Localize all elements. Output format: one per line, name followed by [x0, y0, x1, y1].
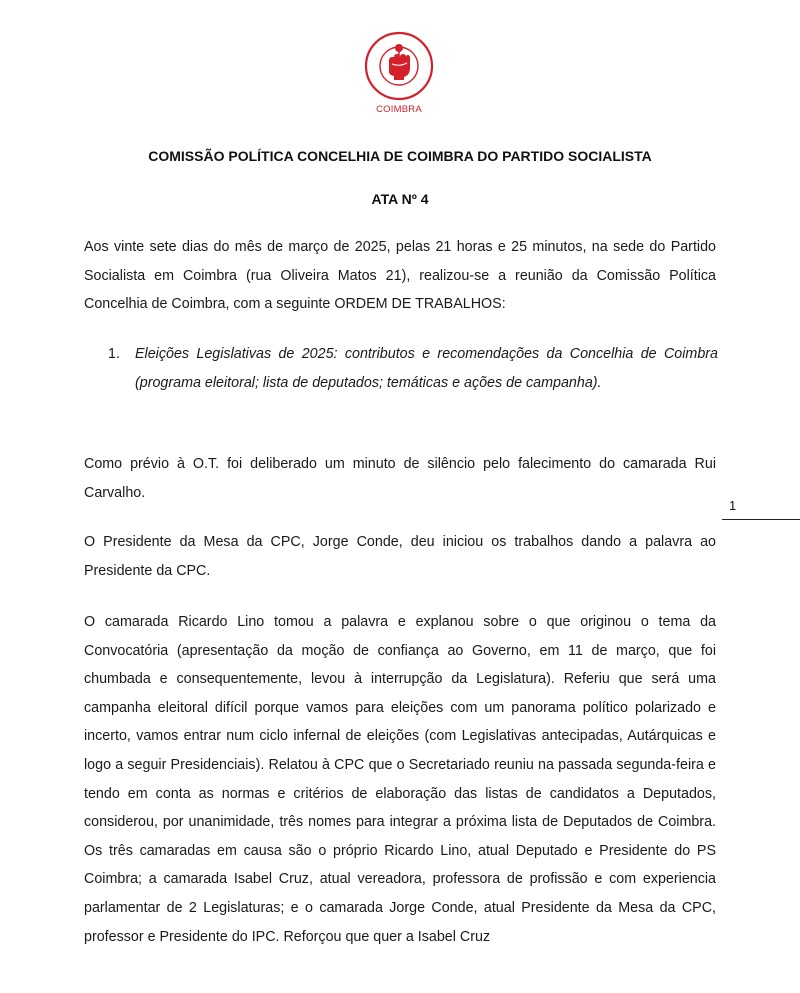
document-subtitle: ATA Nº 4	[371, 191, 429, 207]
agenda-list	[108, 340, 718, 397]
agenda-item-text: Eleições Legislativas de 2025: contributos e recomendações da Concelhia de Coimbra (programa eleitoral; lista de deputados; temáticas e ações de campanha).	[135, 346, 718, 391]
page-number-rule	[722, 519, 800, 520]
intro-paragraph: Aos vinte sete dias do mês de março de 2025, pelas 21 horas e 25 minutos, na sede do Partido Socialista em Coimbra (rua Oliveira Matos 21), realizou-se a reunião da Comissão Política Concelhia de Coimbra, com a seguinte ORDEM DE TRABALHOS:	[84, 239, 716, 313]
paragraph-president: O Presidente da Mesa da CPC, Jorge Conde, deu iniciou os trabalhos dando a palavra ao Presidente da CPC.	[84, 534, 716, 579]
paragraph-ricardo-lino: O camarada Ricardo Lino tomou a palavra e explanou sobre o que originou o tema da Convocatória (apresentação da moção de confiança ao Governo, em 11 de março, que foi chumbada e consequentemente, levou à interrupção da Legislatura). Referiu que será uma campanha eleitoral difícil porque vamos para eleições com um panorama político polarizado e incerto, vamos entrar num ciclo infernal de eleições (com Legislativas antecipadas, Autárquicas e logo a seguir Presidenciais). Relatou à CPC que o Secretariado reuniu na passada segunda-feira e tendo em conta as normas e critérios de elaboração das listas de candidatos a Deputados, considerou, por unanimidade, três nomes para integrar a próxima lista de Deputados de Coimbra. Os três camaradas em causa são o próprio Ricardo Lino, atual Deputado e Presidente do PS Coimbra; a camarada Isabel Cruz, atual vereadora, professora de profissão e com experiencia parlamentar de 2 Legislaturas; e o camarada Jorge Conde, atual Presidente da Mesa da CPC, professor e Presidente do IPC. Reforçou que quer a Isabel Cruz	[84, 614, 716, 945]
document-title: COMISSÃO POLÍTICA CONCELHIA DE COIMBRA DO PARTIDO SOCIALISTA	[148, 148, 652, 164]
agenda-item-number: 1.	[108, 346, 120, 362]
paragraph-silence: Como prévio à O.T. foi deliberado um minuto de silêncio pelo falecimento do camarada Rui Carvalho.	[84, 456, 716, 501]
party-logo	[359, 26, 439, 120]
fist-rose-icon	[359, 26, 439, 104]
page-number: 1	[729, 498, 737, 513]
logo-subtitle: COIMBRA	[376, 104, 422, 115]
